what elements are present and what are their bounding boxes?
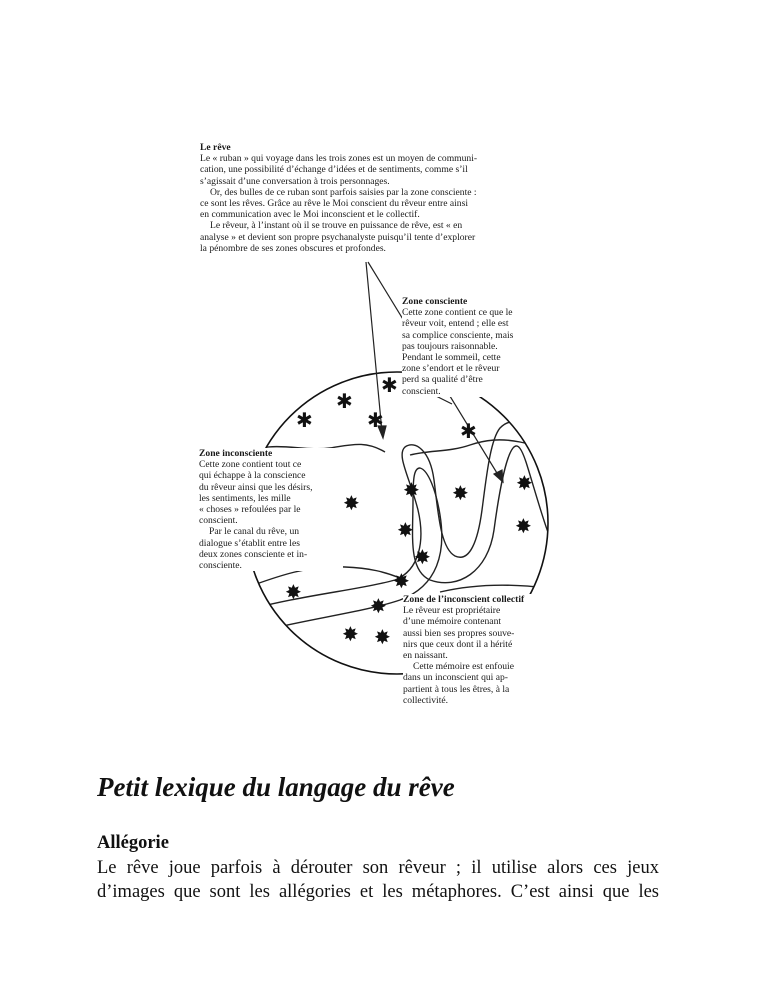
zone-consciente-line: Cette zone contient ce que le: [402, 307, 513, 319]
entry-term: Allégorie: [97, 833, 169, 853]
zone-collectif-line: collectivité.: [403, 694, 449, 706]
star-icon: ✱: [296, 408, 313, 432]
zone-consciente-line: pas toujours raisonnable.: [402, 340, 498, 352]
star-icon: ✱: [367, 408, 384, 432]
zone-collectif-line: en naissant.: [403, 650, 448, 662]
star-icon: ✸: [403, 478, 420, 502]
zone-collectif-line: nirs que ceux dont il a hérité: [403, 638, 513, 650]
reve-line: Le rêveur, à l’instant où il se trouve en puissance de rêve, est « en: [210, 220, 463, 232]
star-icon: ✸: [397, 518, 414, 542]
zone-consciente-caption: [402, 296, 548, 397]
zone-consciente-line: sa complice consciente, mais: [402, 329, 514, 341]
zone-inconsciente-line: conscient.: [199, 515, 238, 527]
zone-collectif-line: Le rêveur est propriétaire: [403, 605, 501, 617]
star-icon: ✸: [285, 580, 302, 604]
zone-consciente-title: Zone consciente: [402, 296, 468, 307]
reve-line: Or, des bulles de ce ruban sont parfois saisies par la zone consciente :: [210, 186, 477, 198]
reve-line: ce sont les rêves. Grâce au rêve le Moi conscient du rêveur entre ainsi: [200, 198, 468, 210]
zone-collectif-line: dans un inconscient qui ap-: [403, 672, 508, 684]
zone-inconsciente-line: « choses » refoulées par le: [199, 504, 301, 516]
star-icon: ✱: [460, 419, 477, 443]
star-icon: ✸: [393, 569, 410, 593]
star-icon: ✸: [342, 622, 359, 646]
zone-inconsciente-line: dialogue s’établit entre les: [199, 537, 300, 549]
reve-line: analyse » et devient son propre psychanalyste puisqu’il tente d’explorer: [200, 231, 476, 243]
reve-line: Le « ruban » qui voyage dans les trois zones est un moyen de communi-: [200, 153, 478, 165]
entry-line: Le rêve joue parfois à dérouter son rêveur ; il utilise alors ces jeux: [97, 858, 659, 878]
zone-inconsciente-line: deux zones consciente et in-: [199, 548, 308, 560]
zone-consciente-line: rêveur voit, entend ; elle est: [402, 318, 509, 330]
reve-title: Le rêve: [200, 142, 231, 153]
zone-collectif-line: d’une mémoire contenant: [403, 616, 502, 628]
zone-consciente-line: Pendant le sommeil, cette: [402, 352, 501, 364]
reve-line: en communication avec le Moi inconscient et le collectif.: [200, 209, 420, 221]
reve-caption: [200, 142, 546, 254]
entry-line: d’images que sont les allégories et les métaphores. C’est ainsi que les: [97, 882, 659, 902]
star-icon: ✸: [414, 545, 431, 569]
zone-inconsciente-line: Cette zone contient tout ce: [199, 459, 302, 471]
star-icon: ✸: [374, 625, 391, 649]
star-icon: ✸: [343, 491, 360, 515]
zone-collectif-caption: [403, 594, 549, 706]
zone-inconsciente-line: les sentiments, les mille: [199, 492, 291, 504]
zone-consciente-line: perd sa qualité d’être: [402, 374, 483, 386]
zone-collectif-title: Zone de l’inconscient collectif: [403, 594, 525, 605]
zone-collectif-line: aussi bien ses propres souve-: [403, 627, 515, 639]
zone-consciente-line: conscient.: [402, 385, 441, 397]
star-icon: ✸: [370, 594, 387, 618]
star-icon: ✸: [452, 481, 469, 505]
star-icon: ✱: [336, 389, 353, 413]
reve-line: la pénombre de ses zones obscures et profondes.: [200, 242, 386, 254]
section-title: Petit lexique du langage du rêve: [97, 772, 455, 802]
zone-collectif-line: Cette mémoire est enfouie: [413, 661, 514, 673]
reve-line: s’agissait d’une conversation à trois personnages.: [200, 175, 390, 187]
zone-collectif-line: partient à tous les êtres, à la: [403, 683, 510, 695]
zone-inconsciente-line: du rêveur ainsi que les désirs,: [199, 481, 313, 493]
zone-consciente-line: zone s’endort et le rêveur: [402, 363, 500, 375]
zone-inconsciente-line: Par le canal du rêve, un: [209, 526, 300, 538]
zone-inconsciente-line: qui échappe à la conscience: [199, 470, 306, 482]
star-icon: ✸: [516, 471, 533, 495]
star-icon: ✸: [515, 514, 532, 538]
zone-inconsciente-title: Zone inconsciente: [199, 448, 273, 459]
zone-inconsciente-caption: [199, 448, 343, 571]
entry-paragraph: [97, 856, 659, 904]
reve-line: cation, une possibilité d’échange d’idées et de sentiments, comme s’il: [200, 164, 468, 176]
star-icon: ✱: [381, 373, 398, 397]
zone-inconsciente-line: consciente.: [199, 560, 242, 572]
